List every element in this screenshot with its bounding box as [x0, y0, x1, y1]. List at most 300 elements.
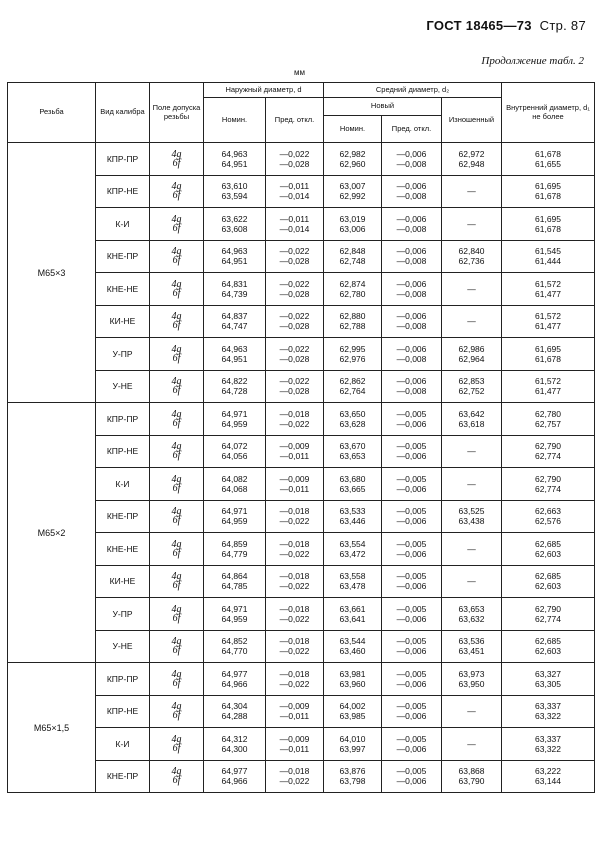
outer-deviation-value: —0,018 — [279, 408, 310, 419]
worn-value — [442, 695, 502, 728]
outer-deviation — [266, 435, 324, 468]
tolerance-field — [150, 663, 204, 696]
outer-nominal — [204, 240, 266, 273]
worn-value-value: — — [467, 706, 476, 717]
outer-deviation — [266, 208, 324, 241]
col-pitch-nominal: Номин. — [324, 116, 382, 143]
inner-diameter-value: 61,572 — [535, 278, 561, 289]
tolerance-field — [150, 370, 204, 403]
tolerance-field-value: 6f — [172, 515, 181, 527]
outer-nominal-value: 64,864 — [221, 571, 248, 582]
worn-value-value: 63,973 — [458, 668, 485, 679]
inner-diameter-value: 62,685 — [535, 571, 561, 582]
pitch-nominal — [324, 273, 382, 306]
outer-deviation-value: —0,018 — [279, 603, 310, 614]
outer-nominal-value: 64,770 — [221, 646, 248, 657]
pitch-deviation-value: —0,008 — [396, 223, 427, 234]
outer-nominal-value: 64,822 — [221, 376, 248, 387]
pitch-nominal-value: 62,780 — [339, 288, 366, 299]
table-body — [8, 143, 595, 793]
pitch-nominal — [324, 728, 382, 761]
worn-value-value: 62,736 — [458, 256, 485, 267]
outer-deviation-value: —0,022 — [279, 343, 310, 354]
outer-nominal — [204, 630, 266, 663]
tolerance-field-value: 6f — [172, 385, 181, 397]
worn-value-value: 63,451 — [458, 646, 485, 657]
inner-diameter-value: 61,545 — [535, 246, 561, 257]
inner-diameter-value: 61,477 — [535, 288, 561, 299]
inner-diameter — [502, 273, 595, 306]
outer-deviation-value: —0,011 — [279, 711, 310, 722]
outer-nominal — [204, 273, 266, 306]
pitch-deviation-value: —0,006 — [396, 646, 427, 657]
col-outer-deviation: Пред. откл. — [266, 98, 324, 143]
pitch-nominal — [324, 760, 382, 793]
worn-value — [442, 760, 502, 793]
worn-value-value: 63,618 — [458, 418, 485, 429]
outer-nominal-value: 64,977 — [221, 668, 248, 679]
col-outer-diameter: Наружный диаметр, d — [204, 83, 324, 98]
outer-deviation-value: —0,022 — [279, 376, 310, 387]
worn-value-value: — — [467, 186, 476, 197]
tolerance-field-value: 4g — [171, 636, 182, 648]
inner-diameter-value: 62,685 — [535, 538, 561, 549]
outer-deviation-value: —0,018 — [279, 506, 310, 517]
pitch-nominal-value: 63,460 — [339, 646, 366, 657]
tolerance-field-value: 4g — [171, 733, 182, 745]
inner-diameter-value: 62,790 — [535, 473, 561, 484]
pitch-deviation-value: —0,006 — [396, 148, 427, 159]
outer-nominal — [204, 468, 266, 501]
inner-diameter-value: 62,757 — [535, 418, 561, 429]
pitch-deviation-value: —0,005 — [396, 538, 427, 549]
outer-deviation-value: —0,011 — [279, 213, 310, 224]
outer-deviation-value: —0,022 — [279, 646, 310, 657]
gauge-type: КПР-НЕ — [96, 175, 150, 208]
inner-diameter — [502, 630, 595, 663]
pitch-nominal-value: 62,788 — [339, 321, 366, 332]
gauge-type: У-ПР — [96, 598, 150, 631]
outer-nominal-value: 64,966 — [221, 776, 248, 787]
pitch-nominal — [324, 630, 382, 663]
col-thread: Резьба — [8, 83, 96, 143]
pitch-deviation-value: —0,006 — [396, 376, 427, 387]
outer-nominal — [204, 500, 266, 533]
inner-diameter — [502, 175, 595, 208]
tolerance-field-value: 4g — [171, 766, 182, 778]
worn-value-value: 63,438 — [458, 516, 485, 527]
worn-value-value: — — [467, 283, 476, 294]
worn-value-value: — — [467, 478, 476, 489]
inner-diameter — [502, 403, 595, 436]
worn-value-value: 63,642 — [458, 408, 485, 419]
tolerance-field — [150, 143, 204, 176]
outer-deviation — [266, 403, 324, 436]
outer-nominal — [204, 728, 266, 761]
outer-deviation — [266, 273, 324, 306]
inner-diameter-value: 61,678 — [535, 223, 561, 234]
pitch-nominal-value: 62,874 — [339, 278, 366, 289]
worn-value — [442, 338, 502, 371]
pitch-deviation-value: —0,006 — [396, 246, 427, 257]
table-row — [8, 565, 595, 598]
pitch-deviation-value: —0,008 — [396, 288, 427, 299]
outer-nominal-value: 63,622 — [221, 213, 248, 224]
pitch-deviation — [382, 305, 442, 338]
outer-nominal — [204, 663, 266, 696]
tolerance-field-value: 6f — [172, 320, 181, 332]
pitch-nominal-value: 64,010 — [339, 733, 366, 744]
gauge-type: К-И — [96, 208, 150, 241]
gauge-type: У-НЕ — [96, 630, 150, 663]
outer-nominal-value: 64,951 — [221, 256, 248, 267]
col-pitch-deviation: Пред. откл. — [382, 116, 442, 143]
outer-deviation-value: —0,028 — [279, 321, 310, 332]
inner-diameter-value: 61,695 — [535, 181, 561, 192]
gauge-type: КПР-НЕ — [96, 695, 150, 728]
inner-diameter — [502, 728, 595, 761]
gauge-type: КПР-ПР — [96, 663, 150, 696]
pitch-deviation-value: —0,005 — [396, 603, 427, 614]
outer-deviation-value: —0,022 — [279, 581, 310, 592]
inner-diameter-value: 63,337 — [535, 733, 561, 744]
worn-value — [442, 663, 502, 696]
outer-deviation — [266, 565, 324, 598]
pitch-deviation — [382, 598, 442, 631]
worn-value — [442, 565, 502, 598]
worn-value — [442, 403, 502, 436]
table-row — [8, 630, 595, 663]
inner-diameter-value: 61,678 — [535, 353, 561, 364]
pitch-nominal-value: 63,628 — [339, 418, 366, 429]
pitch-nominal-value: 62,764 — [339, 386, 366, 397]
gauge-type: КНЕ-ПР — [96, 240, 150, 273]
inner-diameter-value: 61,695 — [535, 213, 561, 224]
pitch-deviation — [382, 468, 442, 501]
worn-value-value: 63,868 — [458, 766, 485, 777]
pitch-nominal-value: 63,007 — [339, 181, 366, 192]
pitch-deviation — [382, 370, 442, 403]
pitch-nominal-value: 64,002 — [339, 701, 366, 712]
outer-deviation — [266, 728, 324, 761]
outer-nominal — [204, 403, 266, 436]
inner-diameter-value: 62,603 — [535, 646, 561, 657]
table-continuation-note: Продолжение табл. 2 — [481, 55, 584, 67]
pitch-nominal-value: 62,992 — [339, 191, 366, 202]
tolerance-field-value: 6f — [172, 157, 181, 169]
table-row — [8, 273, 595, 306]
inner-diameter — [502, 695, 595, 728]
page-number: Стр. 87 — [539, 18, 586, 33]
pitch-nominal-value: 63,554 — [339, 538, 366, 549]
outer-deviation — [266, 240, 324, 273]
outer-nominal-value: 64,831 — [221, 278, 248, 289]
table-row — [8, 598, 595, 631]
tolerance-field-value: 4g — [171, 668, 182, 680]
outer-nominal-value: 64,951 — [221, 158, 248, 169]
thread-size: М65×3 — [8, 143, 96, 403]
worn-value — [442, 630, 502, 663]
outer-deviation — [266, 143, 324, 176]
outer-nominal-value: 64,739 — [221, 288, 248, 299]
worn-value-value: 62,986 — [458, 343, 485, 354]
worn-value-value: 63,653 — [458, 603, 485, 614]
outer-nominal-value: 64,971 — [221, 408, 248, 419]
pitch-deviation-value: —0,006 — [396, 776, 427, 787]
outer-deviation-value: —0,022 — [279, 678, 310, 689]
outer-nominal-value: 64,963 — [221, 148, 248, 159]
tolerance-field-value: 6f — [172, 742, 181, 754]
inner-diameter-value: 63,144 — [535, 776, 561, 787]
pitch-nominal — [324, 370, 382, 403]
tolerance-field-value: 4g — [171, 181, 182, 193]
gauge-type: КПР-ПР — [96, 403, 150, 436]
pitch-deviation-value: —0,005 — [396, 668, 427, 679]
table-row — [8, 728, 595, 761]
pitch-deviation-value: —0,005 — [396, 571, 427, 582]
tolerance-field-value: 6f — [172, 775, 181, 787]
outer-nominal-value: 64,072 — [221, 441, 248, 452]
inner-diameter-value: 61,572 — [535, 311, 561, 322]
worn-value — [442, 273, 502, 306]
pitch-deviation — [382, 728, 442, 761]
outer-deviation-value: —0,022 — [279, 613, 310, 624]
inner-diameter — [502, 663, 595, 696]
tolerance-field-value: 4g — [171, 603, 182, 615]
tolerance-field-value: 4g — [171, 278, 182, 290]
pitch-deviation — [382, 500, 442, 533]
worn-value-value: 62,752 — [458, 386, 485, 397]
tolerance-field — [150, 760, 204, 793]
inner-diameter — [502, 370, 595, 403]
pitch-deviation-value: —0,008 — [396, 321, 427, 332]
pitch-deviation — [382, 435, 442, 468]
outer-nominal — [204, 695, 266, 728]
pitch-nominal — [324, 175, 382, 208]
inner-diameter-value: 62,663 — [535, 506, 561, 517]
thread-size: М65×2 — [8, 403, 96, 663]
outer-deviation — [266, 468, 324, 501]
pitch-deviation — [382, 175, 442, 208]
outer-nominal-value: 64,971 — [221, 506, 248, 517]
inner-diameter-value: 61,695 — [535, 343, 561, 354]
worn-value — [442, 533, 502, 566]
outer-nominal — [204, 175, 266, 208]
inner-diameter-value: 62,780 — [535, 408, 561, 419]
pitch-nominal-value: 63,680 — [339, 473, 366, 484]
gauge-type: К-И — [96, 728, 150, 761]
pitch-nominal — [324, 403, 382, 436]
worn-value — [442, 728, 502, 761]
worn-value-value: 62,948 — [458, 158, 485, 169]
tolerance-field-value: 4g — [171, 213, 182, 225]
outer-deviation-value: —0,018 — [279, 636, 310, 647]
pitch-nominal-value: 63,544 — [339, 636, 366, 647]
col-new: Новый — [324, 98, 442, 116]
col-outer-nominal: Номин. — [204, 98, 266, 143]
inner-diameter — [502, 760, 595, 793]
outer-deviation-value: —0,018 — [279, 668, 310, 679]
gauge-type: КНЕ-НЕ — [96, 273, 150, 306]
outer-nominal-value: 64,779 — [221, 548, 248, 559]
tolerance-field — [150, 533, 204, 566]
inner-diameter-value: 62,790 — [535, 441, 561, 452]
gauge-type: У-НЕ — [96, 370, 150, 403]
worn-value-value: 62,853 — [458, 376, 485, 387]
table-row — [8, 468, 595, 501]
outer-nominal-value: 64,966 — [221, 678, 248, 689]
outer-nominal-value: 64,959 — [221, 516, 248, 527]
inner-diameter — [502, 208, 595, 241]
tolerance-field — [150, 500, 204, 533]
table-row — [8, 143, 595, 176]
pitch-deviation-value: —0,005 — [396, 506, 427, 517]
tolerance-field — [150, 208, 204, 241]
inner-diameter-value: 62,603 — [535, 548, 561, 559]
inner-diameter — [502, 500, 595, 533]
pitch-nominal-value: 62,976 — [339, 353, 366, 364]
gauge-type: К-И — [96, 468, 150, 501]
outer-nominal-value: 64,959 — [221, 613, 248, 624]
worn-value — [442, 468, 502, 501]
inner-diameter-value: 62,603 — [535, 581, 561, 592]
worn-value-value: 63,525 — [458, 506, 485, 517]
worn-value-value: — — [467, 218, 476, 229]
pitch-nominal-value: 63,006 — [339, 223, 366, 234]
pitch-deviation — [382, 273, 442, 306]
pitch-deviation-value: —0,005 — [396, 701, 427, 712]
tolerance-field — [150, 240, 204, 273]
pitch-nominal-value: 63,960 — [339, 678, 366, 689]
tolerance-field-value: 6f — [172, 417, 181, 429]
worn-value — [442, 500, 502, 533]
pitch-nominal-value: 63,876 — [339, 766, 366, 777]
tolerance-field — [150, 728, 204, 761]
tolerance-field-value: 4g — [171, 246, 182, 258]
gauge-type: У-ПР — [96, 338, 150, 371]
pitch-deviation-value: —0,008 — [396, 353, 427, 364]
table-row — [8, 403, 595, 436]
tolerance-field — [150, 338, 204, 371]
outer-nominal — [204, 370, 266, 403]
outer-nominal-value: 64,288 — [221, 711, 248, 722]
pitch-deviation-value: —0,005 — [396, 636, 427, 647]
pitch-deviation — [382, 760, 442, 793]
worn-value — [442, 370, 502, 403]
tolerance-field-value: 4g — [171, 701, 182, 713]
outer-deviation-value: —0,022 — [279, 516, 310, 527]
pitch-deviation-value: —0,008 — [396, 386, 427, 397]
outer-deviation-value: —0,009 — [279, 441, 310, 452]
table-row — [8, 240, 595, 273]
worn-value-value: 62,964 — [458, 353, 485, 364]
inner-diameter-value: 63,322 — [535, 743, 561, 754]
thread-size: М65×1,5 — [8, 663, 96, 793]
pitch-nominal — [324, 338, 382, 371]
table-row — [8, 370, 595, 403]
tolerance-field-value: 6f — [172, 710, 181, 722]
gauge-type: КИ-НЕ — [96, 305, 150, 338]
tolerance-field-value: 4g — [171, 441, 182, 453]
pitch-nominal-value: 62,995 — [339, 343, 366, 354]
worn-value-value: — — [467, 446, 476, 457]
inner-diameter-value: 63,327 — [535, 668, 561, 679]
outer-deviation — [266, 760, 324, 793]
outer-nominal-value: 64,082 — [221, 473, 248, 484]
worn-value — [442, 598, 502, 631]
gauge-type: КПР-НЕ — [96, 435, 150, 468]
outer-deviation-value: —0,022 — [279, 311, 310, 322]
inner-diameter — [502, 143, 595, 176]
outer-deviation-value: —0,022 — [279, 548, 310, 559]
pitch-nominal-value: 63,472 — [339, 548, 366, 559]
outer-deviation — [266, 500, 324, 533]
table-row — [8, 175, 595, 208]
outer-deviation — [266, 630, 324, 663]
pitch-deviation — [382, 695, 442, 728]
gauge-type: КНЕ-НЕ — [96, 533, 150, 566]
tolerance-field-value: 6f — [172, 287, 181, 299]
pitch-nominal — [324, 663, 382, 696]
pitch-nominal-value: 63,653 — [339, 451, 366, 462]
pitch-deviation-value: —0,005 — [396, 766, 427, 777]
outer-deviation-value: —0,009 — [279, 733, 310, 744]
outer-nominal-value: 64,971 — [221, 603, 248, 614]
pitch-deviation — [382, 208, 442, 241]
tolerance-field-value: 6f — [172, 580, 181, 592]
pitch-nominal-value: 63,446 — [339, 516, 366, 527]
gauge-dimensions-table — [7, 82, 595, 793]
pitch-deviation-value: —0,006 — [396, 678, 427, 689]
worn-value-value: 63,536 — [458, 636, 485, 647]
tolerance-field-value: 6f — [172, 255, 181, 267]
pitch-nominal-value: 63,019 — [339, 213, 366, 224]
worn-value-value: — — [467, 543, 476, 554]
inner-diameter-value: 61,444 — [535, 256, 561, 267]
pitch-nominal — [324, 500, 382, 533]
pitch-deviation-value: —0,006 — [396, 418, 427, 429]
pitch-nominal — [324, 208, 382, 241]
outer-nominal-value: 64,300 — [221, 743, 248, 754]
outer-deviation-value: —0,014 — [279, 191, 310, 202]
col-gauge-type: Вид калибра — [96, 83, 150, 143]
pitch-deviation-value: —0,005 — [396, 473, 427, 484]
gauge-type: КНЕ-ПР — [96, 500, 150, 533]
outer-deviation-value: —0,011 — [279, 483, 310, 494]
outer-deviation — [266, 338, 324, 371]
col-worn: Изношенный — [442, 98, 502, 143]
pitch-deviation-value: —0,006 — [396, 711, 427, 722]
outer-nominal-value: 64,312 — [221, 733, 248, 744]
pitch-deviation — [382, 338, 442, 371]
tolerance-field — [150, 435, 204, 468]
outer-deviation — [266, 598, 324, 631]
pitch-nominal-value: 63,650 — [339, 408, 366, 419]
outer-deviation-value: —0,011 — [279, 451, 310, 462]
pitch-deviation-value: —0,006 — [396, 581, 427, 592]
table-row — [8, 208, 595, 241]
worn-value-value: 63,632 — [458, 613, 485, 624]
table-row — [8, 500, 595, 533]
worn-value-value: 63,790 — [458, 776, 485, 787]
tolerance-field-value: 6f — [172, 222, 181, 234]
pitch-deviation-value: —0,006 — [396, 343, 427, 354]
inner-diameter — [502, 338, 595, 371]
inner-diameter — [502, 533, 595, 566]
pitch-nominal — [324, 598, 382, 631]
outer-deviation-value: —0,028 — [279, 256, 310, 267]
outer-deviation — [266, 305, 324, 338]
